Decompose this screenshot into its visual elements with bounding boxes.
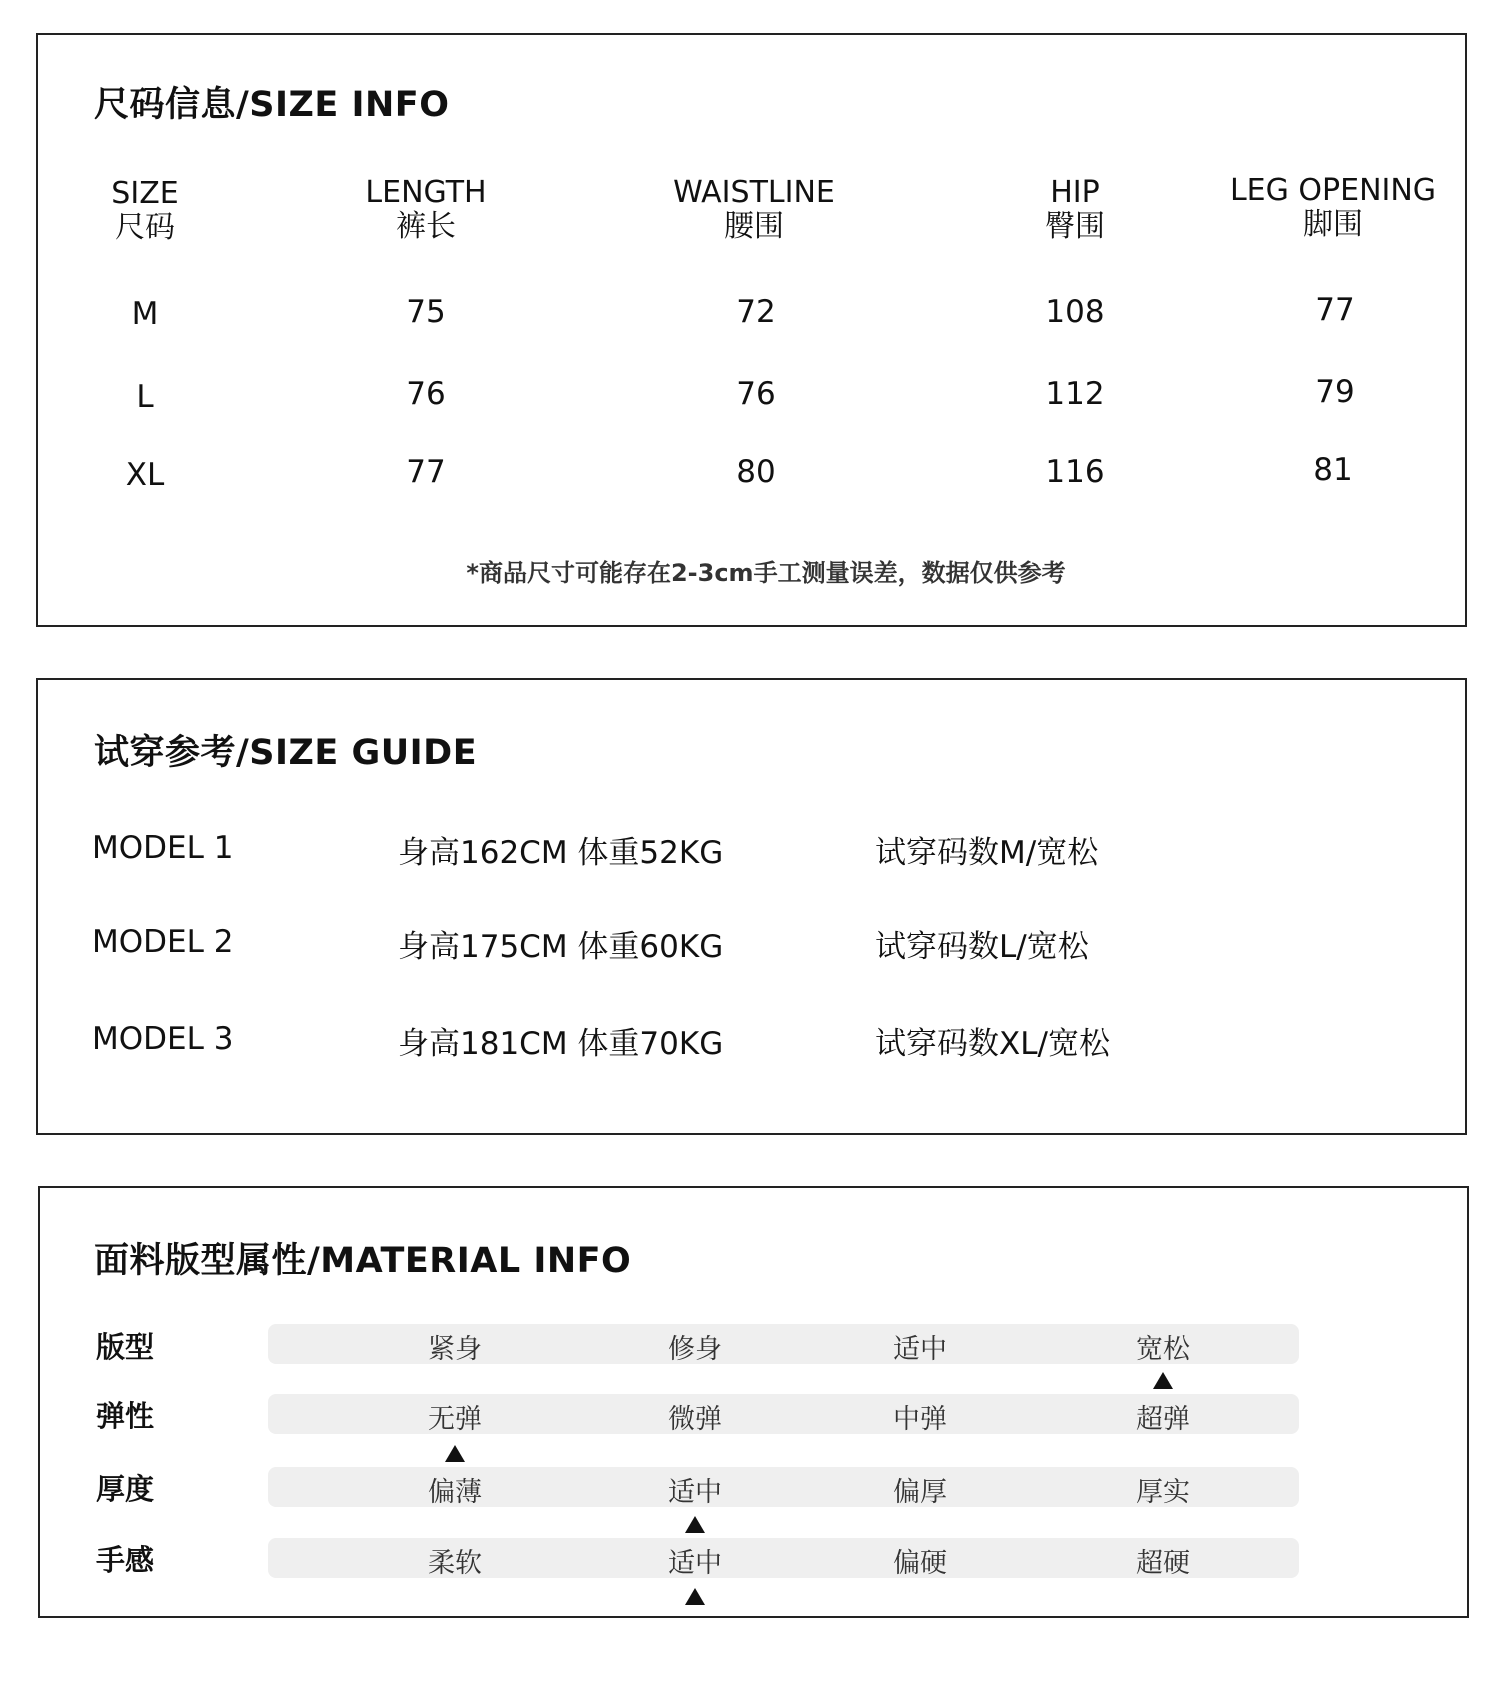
selection-marker-icon: [685, 1588, 705, 1605]
size-guide-panel: [36, 678, 1467, 1135]
table-cell: L: [136, 379, 154, 415]
header-leg-opening: [1230, 174, 1436, 242]
header-length: [365, 176, 486, 244]
table-cell: 76: [406, 376, 446, 412]
table-cell: M: [131, 296, 159, 332]
model-fit: 试穿码数XL/宽松: [875, 1026, 1110, 1062]
selection-marker-icon: [445, 1445, 465, 1462]
scale-option: 厚实: [1136, 1477, 1190, 1508]
attribute-scale-bar: [268, 1538, 1299, 1578]
attribute-label: 版型: [96, 1330, 155, 1364]
size-info-panel: [36, 33, 1467, 627]
header-size-en: SIZE: [111, 176, 179, 211]
header-length-en: LENGTH: [365, 175, 487, 210]
selection-marker-icon: [685, 1516, 705, 1533]
model-stats: 身高175CM 体重60KG: [398, 929, 724, 965]
scale-option: 适中: [668, 1548, 722, 1579]
header-hip: [1045, 176, 1105, 244]
table-cell: XL: [125, 457, 165, 493]
scale-option: 适中: [668, 1477, 722, 1508]
scale-option: 超弹: [1136, 1404, 1190, 1435]
scale-option: 适中: [893, 1334, 947, 1365]
scale-option: 柔软: [428, 1548, 482, 1579]
table-cell: 79: [1315, 374, 1355, 410]
table-cell: 77: [406, 454, 446, 490]
attribute-label: 弹性: [96, 1399, 155, 1433]
material-info-panel: [38, 1186, 1469, 1618]
table-cell: 108: [1045, 294, 1105, 330]
header-waistline: [673, 176, 835, 244]
measurement-note: *商品尺寸可能存在2-3cm手工测量误差，数据仅供参考: [466, 559, 1066, 587]
header-hip-cn: 臀围: [1045, 209, 1105, 244]
model-stats: 身高181CM 体重70KG: [398, 1026, 724, 1062]
model-name: MODEL 1: [92, 830, 234, 866]
selection-marker-icon: [1153, 1372, 1173, 1389]
model-name: MODEL 3: [92, 1021, 234, 1057]
table-cell: 116: [1045, 454, 1105, 490]
model-fit: 试穿码数L/宽松: [875, 929, 1089, 965]
attribute-scale-bar: [268, 1467, 1299, 1507]
header-length-cn: 裤长: [395, 209, 456, 244]
size-guide-title: 试穿参考/SIZE GUIDE: [94, 733, 478, 773]
table-cell: 81: [1313, 452, 1353, 488]
table-cell: 75: [406, 294, 446, 330]
scale-option: 宽松: [1136, 1334, 1190, 1365]
attribute-label: 手感: [96, 1543, 155, 1577]
header-waistline-en: WAISTLINE: [673, 175, 835, 210]
table-cell: 77: [1315, 292, 1355, 328]
scale-option: 紧身: [428, 1334, 482, 1365]
scale-option: 无弹: [428, 1404, 482, 1435]
header-size: [111, 177, 178, 245]
model-stats: 身高162CM 体重52KG: [398, 835, 724, 871]
scale-option: 超硬: [1136, 1548, 1190, 1579]
attribute-scale-bar: [268, 1324, 1299, 1364]
size-info-title: 尺码信息/SIZE INFO: [94, 85, 450, 125]
table-cell: 112: [1045, 376, 1105, 412]
scale-option: 偏薄: [428, 1477, 482, 1508]
scale-option: 中弹: [893, 1404, 947, 1435]
header-hip-en: HIP: [1050, 175, 1100, 210]
header-leg-opening-en: LEG OPENING: [1229, 173, 1437, 208]
material-info-title: 面料版型属性/MATERIAL INFO: [94, 1241, 632, 1281]
model-name: MODEL 2: [92, 924, 234, 960]
table-cell: 80: [736, 454, 776, 490]
attribute-scale-bar: [268, 1394, 1299, 1434]
header-leg-opening-cn: 脚围: [1303, 207, 1363, 242]
scale-option: 修身: [668, 1334, 722, 1365]
header-size-cn: 尺码: [115, 210, 175, 245]
table-cell: 76: [736, 376, 776, 412]
model-fit: 试穿码数M/宽松: [875, 835, 1099, 871]
scale-option: 偏厚: [893, 1477, 947, 1508]
attribute-label: 厚度: [96, 1472, 155, 1506]
scale-option: 偏硬: [893, 1548, 947, 1579]
header-waistline-cn: 腰围: [724, 209, 784, 244]
scale-option: 微弹: [668, 1404, 722, 1435]
table-cell: 72: [736, 294, 776, 330]
